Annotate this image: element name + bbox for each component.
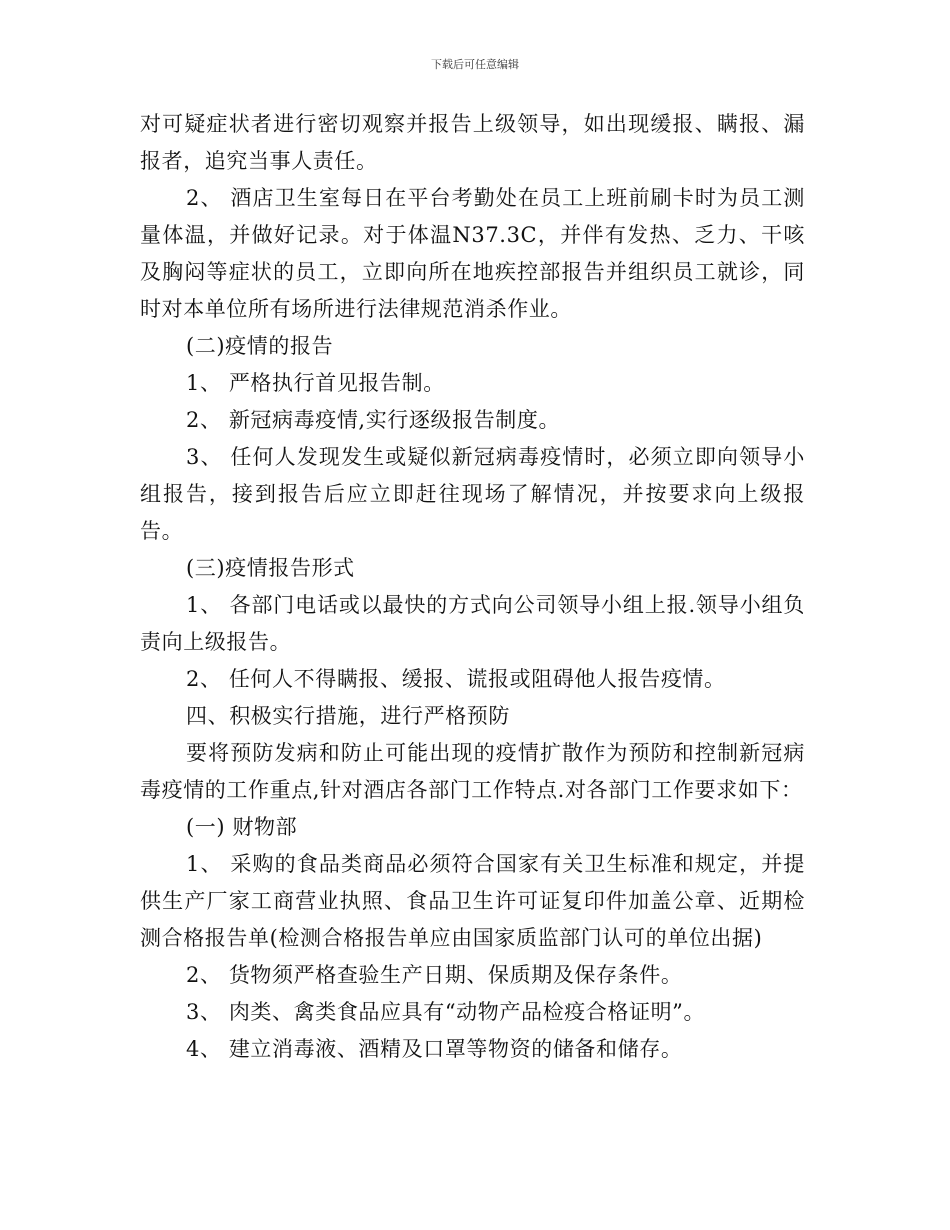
paragraph-item: 2、 新冠病毒疫情,实行逐级报告制度。: [186, 408, 561, 432]
document-body: [140, 106, 805, 1068]
section-heading: (一) 财物部: [186, 815, 298, 839]
chapter-heading: 四、积极实行措施，进行严格预防: [186, 704, 510, 728]
paragraph-item: 2、 任何人不得瞒报、缓报、谎报或阻碍他人报告疫情。: [186, 667, 726, 691]
paragraph-item: 3、 任何人发现发生或疑似新冠病毒疫情时，必须立即向领导小组报告，接到报告后应立即赶往现场了解情况，并按要求向上级报告。: [140, 445, 805, 543]
paragraph-item: 1、 各部门电话或以最快的方式向公司领导小组上报.领导小组负责向上级报告。: [140, 593, 805, 654]
paragraph-item: 2、 酒店卫生室每日在平台考勤处在员工上班前刷卡时为员工测量体温，并做好记录。对于体温N37.3C，并伴有发热、乏力、干咳及胸闷等症状的员工，立即向所在地疾控部报告并组织员工就诊，同时对本单位所有场所进行法律规范消杀作业。: [140, 186, 805, 321]
paragraph-item: 3、 肉类、禽类食品应具有“动物产品检疫合格证明”。: [186, 1000, 706, 1024]
paragraph-item: 4、 建立消毒液、酒精及口罩等物资的储备和储存。: [186, 1037, 683, 1061]
paragraph-item: 1、 采购的食品类商品必须符合国家有关卫生标准和规定，并提供生产厂家工商营业执照、食品卫生许可证复印件加盖公章、近期检测合格报告单(检测合格报告单应由国家质监部门认可的单位出据): [140, 852, 805, 950]
paragraph-item: 1、 严格执行首见报告制。: [186, 371, 445, 395]
page-header: 下载后可任意编辑: [431, 58, 519, 71]
section-heading: (二)疫情的报告: [186, 334, 334, 358]
paragraph-item: 2、 货物须严格查验生产日期、保质期及保存条件。: [186, 963, 683, 987]
section-heading: (三)疫情报告形式: [186, 556, 355, 580]
paragraph-body: 要将预防发病和防止可能出现的疫情扩散作为预防和控制新冠病毒疫情的工作重点,针对酒店各部门工作特点.对各部门工作要求如下：: [140, 741, 805, 802]
paragraph-continuation: 对可疑症状者进行密切观察并报告上级领导，如出现缓报、瞒报、漏报者，追究当事人责任。: [140, 112, 805, 173]
